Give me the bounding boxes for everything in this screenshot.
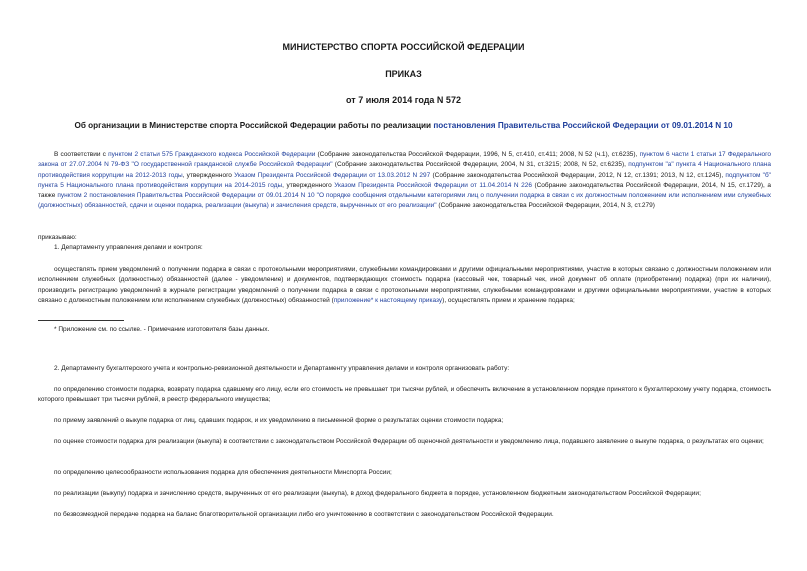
- link-national-plan-2014[interactable]: подпунктом "б" пункта 5 Национального плана противодействия коррупции на 2014-2015 годы: [38, 171, 771, 189]
- item2-paragraph-1: по определению стоимости подарка, возврату подарка сдавшему его лицу, если его стоимость не превышает три тысячи рублей, и обеспечить включение в установленном порядке принятого к бухгалтерскому учету подарка, стоимость которого превышает три тысячи рублей, в реестр федерального имущества;: [38, 386, 771, 404]
- item2-heading: 2. Департаменту бухгалтерского учета и контрольно-ревизионной деятельности и Департаменту управления делами и контроля организовать работу:: [54, 365, 510, 372]
- preamble-text: В соответствии с: [54, 151, 109, 158]
- item2-paragraph-6: по безвозмездной передаче подарка на баланс благотворительной организации либо его уничтожению в соответствии с законодательством Российской Федерации.: [54, 511, 554, 518]
- link-federal-law[interactable]: пунктом 6 части 1 статьи 17 Федерального закона от 27.07.2004 N 79-ФЗ "О государственной гражданской службе Российской Федерации": [38, 151, 772, 169]
- preamble-text: (Собрание законодательства Российской Федерации, 2014, N 3, ст.279): [436, 202, 655, 210]
- item1-text: осуществлять прием уведомлений о получении подарка в связи с протокольными мероприятиями, служебными командировками и другими официальными мероприятиями, участие в которых связано с должностным положением или исполнением служебных (должностных) обязанностей (далее - уведомление) и документов, подтверждающих стоимость подарка (кассовый чек, товарный чек, иной документ об оплате (приобретении) подарка) (при их наличии), производить регистрацию уведомлений в журнале регистрации уведомлений о получении подарка в связи с протокольными мероприятиями, служебными командировками и другими официальными мероприятиями, участие в которых связано с должностным положением или исполнением служебных (должностных) обязанностей (: [38, 266, 771, 304]
- preamble-text: (Собрание законодательства Российской Федерации, 2014, N 15, ст.1729), а также: [38, 181, 771, 200]
- link-resolution-10[interactable]: пунктом 2 постановления Правительства Российской Федерации от 09.01.2014 N 10 "О порядке сообщения отдельными категориями лиц о получении подарка в связи с их должностным положением или исполнением ими служебных (должностных) обязанностей, сдачи и оценки подарка, реализации (выкупа) и зачисления средств, вырученных от его реализации": [38, 192, 771, 210]
- item1-tail: ), осуществлять прием и хранение подарка;: [442, 296, 575, 304]
- preamble-text: (Собрание законодательства Российской Федерации, 1996, N 5, ст.410, ст.411; 2008, N 52 (ч.1), ст.6235),: [315, 151, 640, 158]
- title-text: Об организации в Министерстве спорта Российской Федерации работы по реализации: [74, 121, 434, 130]
- preamble-text: (Собрание законодательства Российской Федерации, 2012, N 12, ст.1391; 2013, N 12, ст.1245),: [430, 171, 726, 179]
- link-national-plan-2012[interactable]: подпунктом "а" пункта 4 Национального плана противодействия коррупции на 2012-2013 годы: [38, 161, 771, 179]
- item2-paragraph-3: по оценке стоимости подарка для реализации (выкупа) в соответствии с законодательством Российской Федерации об оценочной деятельности и уведомлению лица, подавшего заявление о выкупе подарка, о результатах его оценки;: [54, 438, 764, 445]
- link-appendix[interactable]: приложение* к настоящему приказу: [333, 296, 443, 304]
- footnote: * Приложение см. по ссылке. - Примечание изготовителя базы данных.: [54, 326, 270, 333]
- link-civil-code[interactable]: пунктом 2 статьи 575 Гражданского кодекса Российской Федерации: [108, 151, 316, 158]
- title-link[interactable]: постановления Правительства Российской Федерации от 09.01.2014 N 10: [433, 121, 733, 130]
- order-word: приказываю:: [38, 234, 77, 241]
- item1-heading: 1. Департаменту управления делами и контроля:: [54, 244, 203, 251]
- link-decree-297[interactable]: Указом Президента Российской Федерации от 13.03.2012 N 297: [234, 171, 431, 179]
- item1-paragraph: [38, 265, 771, 306]
- item2-paragraph-2: по приему заявлений о выкупе подарка от лиц, сдавших подарок, и их уведомлению в письменной форме о результатах оценки стоимости подарка;: [54, 417, 504, 424]
- preamble-text: (Собрание законодательства Российской Федерации, 2004, N 31, ст.3215; 2008, N 52, ст.6235),: [332, 161, 629, 169]
- preamble-paragraph: [38, 150, 771, 212]
- preamble-text: , утвержденного: [182, 171, 235, 179]
- footnote-divider: [38, 320, 124, 321]
- preamble-text: , утвержденного: [282, 181, 335, 189]
- document-title: [0, 121, 807, 130]
- doc-type-heading: ПРИКАЗ: [385, 69, 422, 79]
- item2-paragraph-4: по определению целесообразности использования подарка для обеспечения деятельности Минспорта России;: [54, 469, 392, 476]
- item2-paragraph-5: по реализации (выкупу) подарка и зачислению средств, вырученных от его реализации (выкупа), в доход федерального бюджета в порядке, установленном бюджетным законодательством Российской Федерации;: [54, 490, 701, 497]
- date-number: от 7 июля 2014 года N 572: [346, 95, 461, 105]
- ministry-heading: МИНИСТЕРСТВО СПОРТА РОССИЙСКОЙ ФЕДЕРАЦИИ: [282, 42, 525, 52]
- link-decree-226[interactable]: Указом Президента Российской Федерации от 11.04.2014 N 226: [334, 181, 532, 189]
